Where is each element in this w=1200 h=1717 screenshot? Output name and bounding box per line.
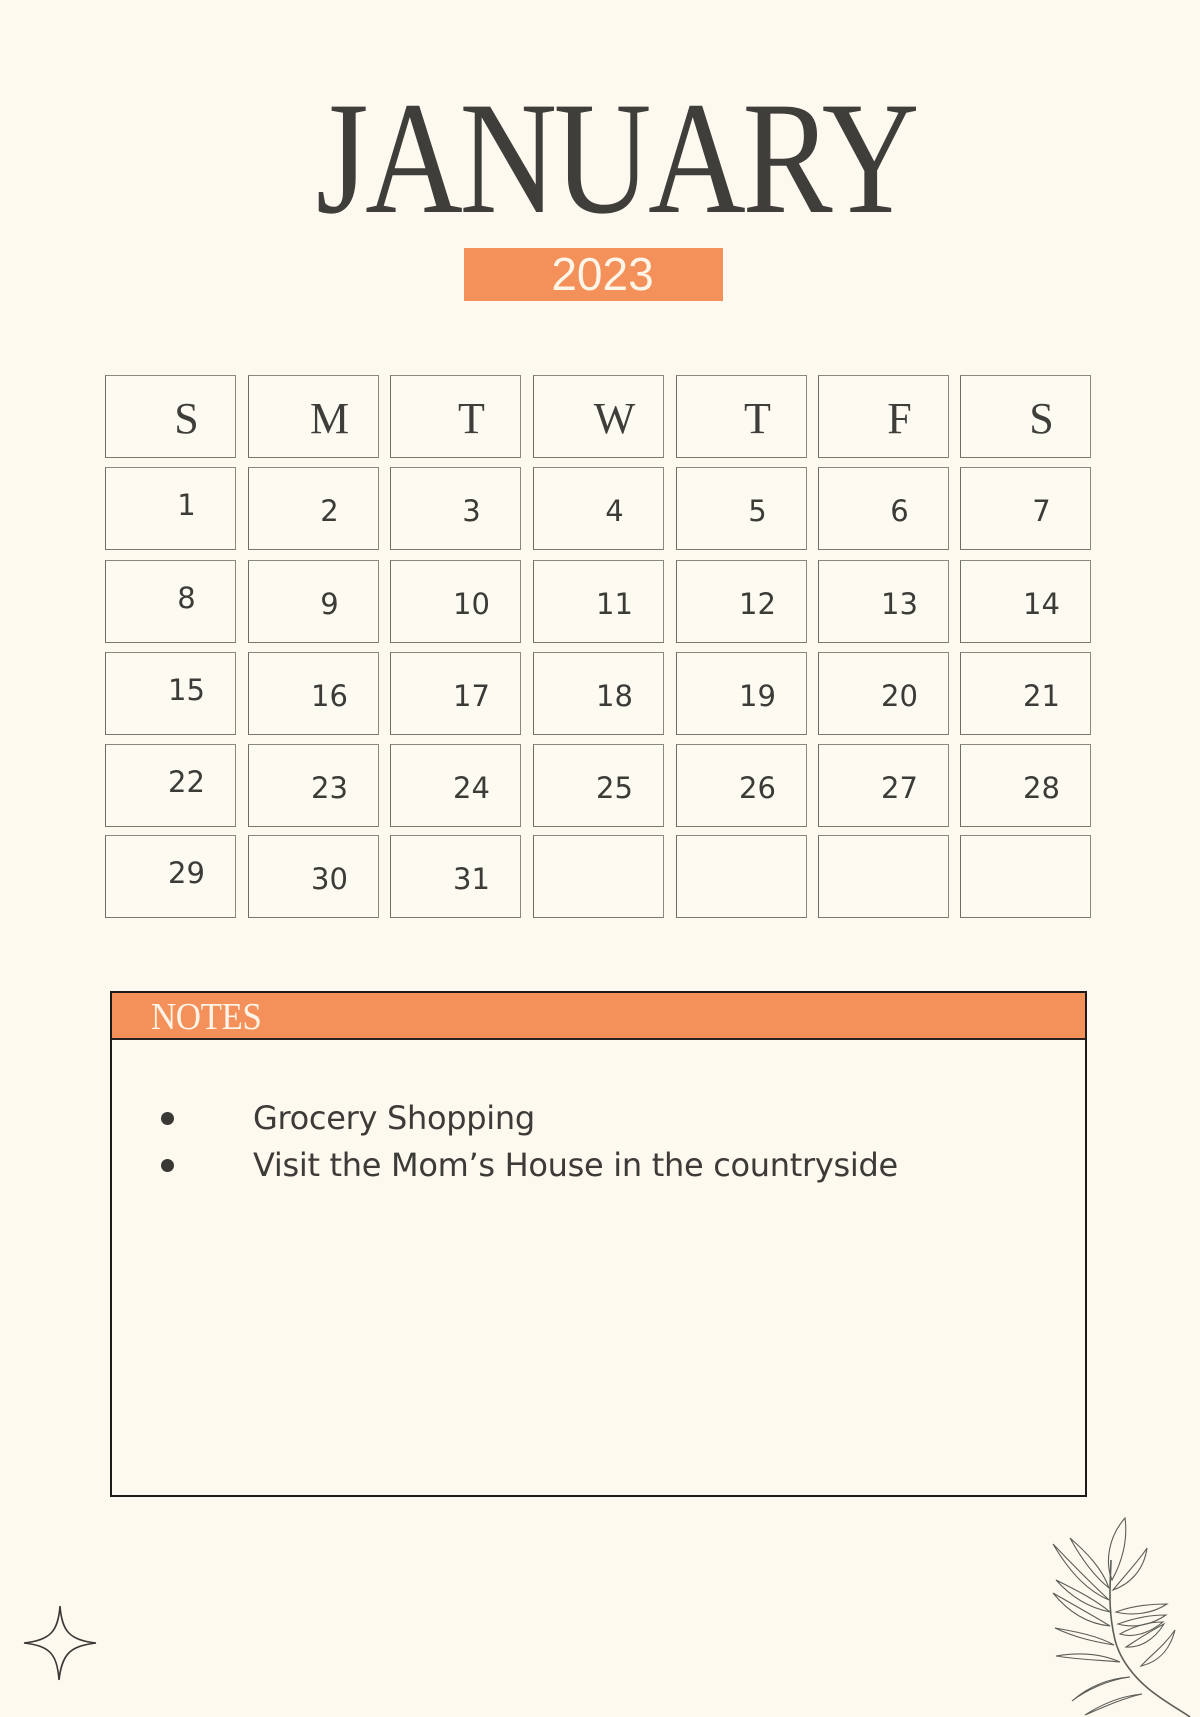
day-number: 16 bbox=[311, 678, 348, 713]
day-cell[interactable] bbox=[105, 744, 236, 827]
empty-day-cell[interactable] bbox=[818, 835, 949, 918]
day-cell[interactable] bbox=[676, 744, 807, 827]
weekday-label: T bbox=[458, 394, 485, 443]
day-number: 1 bbox=[177, 487, 196, 522]
day-number: 26 bbox=[739, 770, 776, 805]
day-number: 22 bbox=[168, 764, 205, 799]
notes-box[interactable] bbox=[110, 991, 1087, 1497]
day-cell[interactable] bbox=[390, 652, 521, 735]
day-cell[interactable] bbox=[533, 560, 664, 643]
day-number: 9 bbox=[320, 586, 339, 621]
day-cell[interactable] bbox=[818, 652, 949, 735]
year-label: 2023 bbox=[551, 248, 654, 300]
year-badge bbox=[464, 248, 723, 301]
day-number: 29 bbox=[168, 855, 205, 890]
day-cell[interactable] bbox=[960, 652, 1091, 735]
day-number: 19 bbox=[739, 678, 776, 713]
weekday-header-mon bbox=[248, 375, 379, 458]
notes-list bbox=[112, 1095, 1085, 1189]
day-cell[interactable] bbox=[960, 744, 1091, 827]
list-item bbox=[112, 1142, 1085, 1189]
day-cell[interactable] bbox=[248, 560, 379, 643]
bullet-icon bbox=[161, 1159, 174, 1172]
day-number: 7 bbox=[1032, 493, 1051, 528]
sparkle-star-icon bbox=[22, 1604, 98, 1682]
day-cell[interactable] bbox=[248, 835, 379, 918]
day-number: 11 bbox=[596, 586, 633, 621]
day-cell[interactable] bbox=[105, 835, 236, 918]
day-number: 28 bbox=[1023, 770, 1060, 805]
day-number: 5 bbox=[748, 493, 767, 528]
day-cell[interactable] bbox=[533, 652, 664, 735]
day-cell[interactable] bbox=[676, 467, 807, 550]
weekday-header-tue bbox=[390, 375, 521, 458]
weekday-header-sat bbox=[960, 375, 1091, 458]
day-number: 17 bbox=[453, 678, 490, 713]
day-number: 14 bbox=[1023, 586, 1060, 621]
day-cell[interactable] bbox=[818, 467, 949, 550]
weekday-label: S bbox=[1029, 394, 1054, 443]
day-cell[interactable] bbox=[390, 835, 521, 918]
day-cell[interactable] bbox=[960, 560, 1091, 643]
weekday-label: W bbox=[593, 394, 636, 443]
weekday-label: F bbox=[887, 394, 912, 443]
bullet-icon bbox=[161, 1112, 174, 1125]
day-cell[interactable] bbox=[248, 467, 379, 550]
day-number: 25 bbox=[596, 770, 633, 805]
day-cell[interactable] bbox=[818, 560, 949, 643]
day-number: 10 bbox=[453, 586, 490, 621]
empty-day-cell[interactable] bbox=[676, 835, 807, 918]
day-number: 8 bbox=[177, 580, 196, 615]
month-title: JANUARY bbox=[315, 69, 917, 247]
weekday-header-sun bbox=[105, 375, 236, 458]
empty-day-cell[interactable] bbox=[960, 835, 1091, 918]
day-cell[interactable] bbox=[676, 560, 807, 643]
day-number: 24 bbox=[453, 770, 490, 805]
leaf-branch-illustration bbox=[1020, 1500, 1200, 1717]
notes-title: NOTES bbox=[151, 996, 262, 1038]
day-number: 31 bbox=[453, 861, 490, 896]
note-text: Grocery Shopping bbox=[253, 1099, 535, 1137]
weekday-header-wed bbox=[533, 375, 664, 458]
day-cell[interactable] bbox=[105, 560, 236, 643]
day-cell[interactable] bbox=[533, 744, 664, 827]
day-number: 13 bbox=[881, 586, 918, 621]
day-number: 27 bbox=[881, 770, 918, 805]
weekday-header-fri bbox=[818, 375, 949, 458]
day-cell[interactable] bbox=[390, 744, 521, 827]
weekday-header-thu bbox=[676, 375, 807, 458]
day-number: 21 bbox=[1023, 678, 1060, 713]
notes-header bbox=[112, 993, 1085, 1040]
day-number: 3 bbox=[462, 493, 481, 528]
day-cell[interactable] bbox=[248, 652, 379, 735]
day-cell[interactable] bbox=[390, 560, 521, 643]
day-number: 2 bbox=[320, 493, 339, 528]
day-number: 15 bbox=[168, 672, 205, 707]
day-cell[interactable] bbox=[533, 467, 664, 550]
empty-day-cell[interactable] bbox=[533, 835, 664, 918]
day-cell[interactable] bbox=[818, 744, 949, 827]
day-number: 6 bbox=[890, 493, 909, 528]
day-number: 4 bbox=[605, 493, 624, 528]
note-text: Visit the Mom’s House in the countryside bbox=[253, 1146, 898, 1184]
weekday-label: M bbox=[309, 394, 350, 443]
day-number: 18 bbox=[596, 678, 633, 713]
day-cell[interactable] bbox=[390, 467, 521, 550]
day-cell[interactable] bbox=[676, 652, 807, 735]
day-number: 12 bbox=[739, 586, 776, 621]
day-number: 30 bbox=[311, 861, 348, 896]
day-cell[interactable] bbox=[960, 467, 1091, 550]
weekday-label: S bbox=[174, 394, 199, 443]
day-cell[interactable] bbox=[248, 744, 379, 827]
day-number: 20 bbox=[881, 678, 918, 713]
weekday-label: T bbox=[744, 394, 771, 443]
day-cell[interactable] bbox=[105, 467, 236, 550]
day-number: 23 bbox=[311, 770, 348, 805]
list-item bbox=[112, 1095, 1085, 1142]
day-cell[interactable] bbox=[105, 652, 236, 735]
